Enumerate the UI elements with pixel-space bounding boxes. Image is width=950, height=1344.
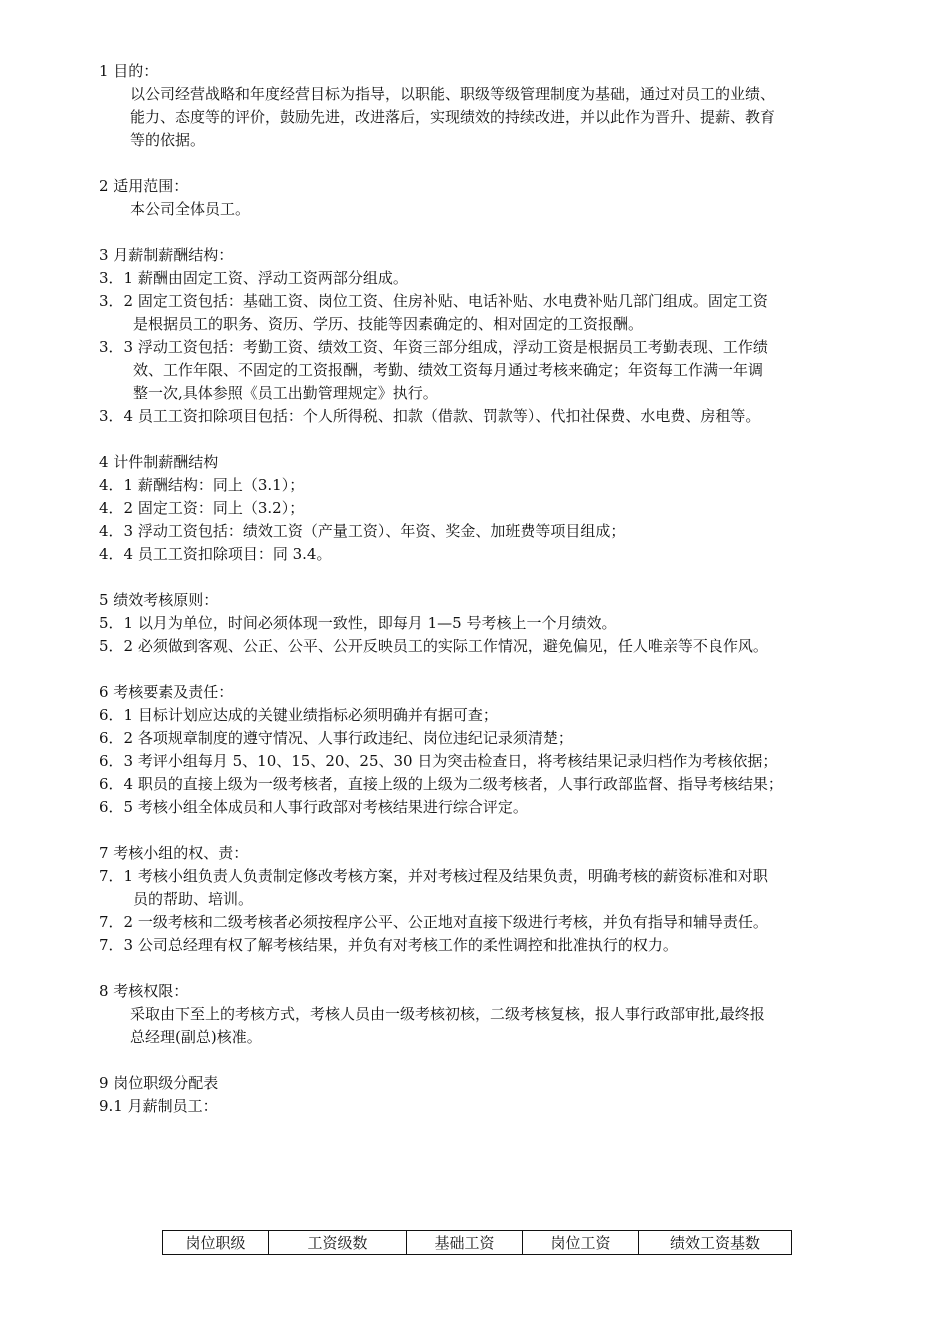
spacer: [99, 658, 859, 681]
clause-6-2: 6．2 各项规章制度的遵守情况、人事行政违纪、岗位违纪记录须清楚；: [99, 729, 573, 747]
spacer: [99, 221, 859, 244]
clause-3-1: 3．1 薪酬由固定工资、浮动工资两部分组成。: [99, 269, 408, 287]
clause-5-1: 5．1 以月为单位，时间必须体现一致性，即每月 1—5 号考核上一个月绩效。: [99, 614, 617, 632]
document-body: [99, 60, 859, 1118]
grade-allocation-table: [162, 1230, 792, 1255]
section-1-text: 等的依据。: [130, 131, 206, 149]
clause-4-4: 4．4 员工工资扣除项目：同 3.4。: [99, 545, 332, 563]
clause-6-3: 6．3 考评小组每月 5、10、15、20、25、30 日为突击检查日，将考核结果记录归档作为考核依据；: [99, 752, 778, 770]
clause-4-2: 4．2 固定工资：同上（3.2）；: [99, 499, 305, 517]
section-9-title: 9 岗位职级分配表: [99, 1074, 219, 1092]
section-2-title: 2 适用范围：: [99, 177, 189, 195]
section-8-text: 总经理(副总)核准。: [130, 1028, 262, 1046]
section-8-title: 8 考核权限：: [99, 982, 189, 1000]
spacer: [99, 819, 859, 842]
clause-6-1: 6．1 目标计划应达成的关键业绩指标必须明确并有据可查；: [99, 706, 498, 724]
clause-7-1-cont: 员的帮助、培训。: [133, 890, 254, 908]
spacer: [99, 428, 859, 451]
section-1-title: 1 目的：: [99, 62, 159, 80]
header-performance-base: 绩效工资基数: [639, 1231, 792, 1255]
section-7-title: 7 考核小组的权、责：: [99, 844, 249, 862]
clause-7-2: 7．2 一级考核和二级考核者必须按程序公平、公正地对直接下级进行考核，并负有指导和辅导责任。: [99, 913, 768, 931]
spacer: [99, 566, 859, 589]
clause-5-2: 5．2 必须做到客观、公正、公平、公开反映员工的实际工作情况，避免偏见，任人唯亲等不良作风。: [99, 637, 768, 655]
clause-3-3-cont: 效、工作年限、不固定的工资报酬，考勤、绩效工资每月通过考核来确定；年资每工作满一年调: [133, 361, 764, 379]
clause-6-5: 6．5 考核小组全体成员和人事行政部对考核结果进行综合评定。: [99, 798, 528, 816]
clause-3-2-cont: 是根据员工的职务、资历、学历、技能等因素确定的、相对固定的工资报酬。: [133, 315, 644, 333]
table-header-row: [163, 1231, 792, 1255]
spacer: [99, 1049, 859, 1072]
section-2-text: 本公司全体员工。: [130, 200, 251, 218]
clause-3-4: 3．4 员工工资扣除项目包括：个人所得税、扣款（借款、罚款等）、代扣社保费、水电费、房租等。: [99, 407, 761, 425]
header-base-salary: 基础工资: [407, 1231, 523, 1255]
clause-7-3: 7．3 公司总经理有权了解考核结果，并负有对考核工作的柔性调控和批准执行的权力。: [99, 936, 678, 954]
section-4-title: 4 计件制薪酬结构: [99, 453, 219, 471]
clause-6-4: 6．4 职员的直接上级为一级考核者，直接上级的上级为二级考核者，人事行政部监督、指导考核结果；: [99, 775, 783, 793]
section-8-text: 采取由下至上的考核方式，考核人员由一级考核初核，二级考核复核，报人事行政部审批,最终报: [130, 1005, 765, 1023]
section-9-1-subtitle: 9.1 月薪制员工：: [99, 1097, 218, 1115]
section-3-title: 3 月薪制薪酬结构：: [99, 246, 234, 264]
section-6-title: 6 考核要素及责任：: [99, 683, 234, 701]
clause-3-2: 3．2 固定工资包括：基础工资、岗位工资、住房补贴、电话补贴、水电费补贴几部门组成。固定工资: [99, 292, 768, 310]
section-1-text: 能力、态度等的评价，鼓励先进，改进落后，实现绩效的持续改进，并以此作为晋升、提薪、教育: [130, 108, 776, 126]
header-position-salary: 岗位工资: [523, 1231, 639, 1255]
section-5-title: 5 绩效考核原则：: [99, 591, 219, 609]
clause-4-3: 4．3 浮动工资包括：绩效工资（产量工资）、年资、奖金、加班费等项目组成；: [99, 522, 626, 540]
header-salary-level: 工资级数: [269, 1231, 407, 1255]
spacer: [99, 957, 859, 980]
header-grade: 岗位职级: [163, 1231, 269, 1255]
clause-4-1: 4．1 薪酬结构：同上（3.1）；: [99, 476, 305, 494]
spacer: [99, 152, 859, 175]
section-1-text: 以公司经营战略和年度经营目标为指导，以职能、职级等级管理制度为基础，通过对员工的业绩、: [130, 85, 776, 103]
clause-7-1: 7．1 考核小组负责人负责制定修改考核方案，并对考核过程及结果负责，明确考核的薪资标准和对职: [99, 867, 768, 885]
clause-3-3: 3．3 浮动工资包括：考勤工资、绩效工资、年资三部分组成，浮动工资是根据员工考勤表现、工作绩: [99, 338, 768, 356]
clause-3-3-cont: 整一次,具体参照《员工出勤管理规定》执行。: [133, 384, 438, 402]
